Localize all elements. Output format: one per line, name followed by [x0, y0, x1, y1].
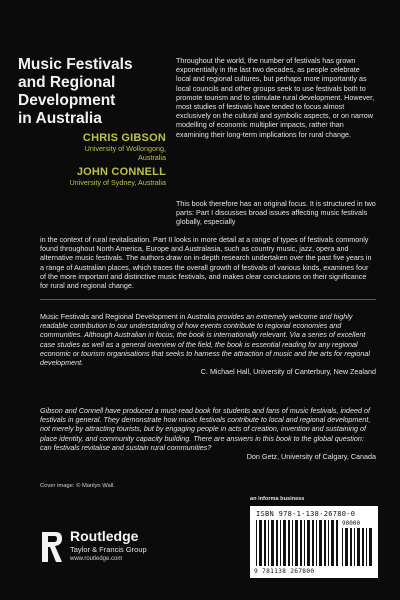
description-paragraph: Throughout the world, the number of festivals has grown exponentially in the last two decades, as people celebrate local and regional cultures, but perhaps more importantly as local councils and other groups seek to use festivals both to promote tourism and to stimulate rural development. However, most studies of festivals have tended to focus almost exclusively on the cultural and symbolic aspects, or on narrow modelling of economic multiplier impacts, rather than examining their long-term implications for rural change.: [176, 56, 375, 139]
review-body: Gibson and Connell have produced a must-read book for students and fans of music festivals, indeed of festivals in general. They demonstrate how music festivals contribute to local and regional development, not merely by attracting tourists, but by engaging people in acts of creation, invention and sustaining of place identity, and community capacity building. There are answers in this book to the global question: can festivals revitalise and sustain rural communities?: [40, 406, 371, 452]
barcode-bar: [369, 528, 372, 566]
publisher-group: Taylor & Francis Group: [70, 545, 147, 554]
barcode-bar: [259, 520, 262, 566]
barcode-bar: [268, 520, 269, 566]
barcode-addon: 90000: [342, 520, 361, 527]
publisher-name: Routledge: [70, 528, 139, 544]
barcode-bar: [295, 520, 298, 566]
review-quote: [40, 312, 376, 376]
author-block: [18, 132, 166, 162]
barcode-bar: [350, 528, 352, 566]
book-title: Music Festivals and Regional Development in Australia: [18, 56, 133, 127]
barcode-bar: [345, 528, 348, 566]
cover-credit: Cover image: © Marilyn Wall.: [40, 483, 115, 489]
author-affiliation: University of Sydney, Australia: [69, 178, 166, 187]
barcode: [250, 506, 378, 578]
barcode-bar: [319, 520, 322, 566]
divider: [40, 299, 376, 300]
author-affiliation: University of Wollongong, Australia: [84, 144, 166, 162]
barcode-bar: [328, 520, 329, 566]
barcode-bar: [324, 520, 326, 566]
review-lead: Music Festivals and Regional Development in Australia: [40, 312, 215, 321]
isbn-text: ISBN 978-1-138-26780-0: [256, 510, 356, 518]
barcode-bar: [336, 520, 338, 566]
barcode-addon-bars-icon: [342, 528, 372, 566]
barcode-bar: [304, 520, 305, 566]
barcode-bar: [276, 520, 278, 566]
barcode-bar: [331, 520, 334, 566]
barcode-digits: 9 781138 267800: [254, 568, 315, 575]
publisher-url: www.routledge.com: [70, 556, 123, 562]
barcode-bar: [283, 520, 286, 566]
barcode-bar: [354, 528, 355, 566]
description-paragraph: This book therefore has an original focus. It is structured in two parts: Part I discusses broad issues affecting music festivals globally, especially: [176, 199, 376, 227]
barcode-bar: [271, 520, 274, 566]
barcode-bar: [300, 520, 302, 566]
barcode-bar: [316, 520, 317, 566]
barcode-bars-icon: [256, 520, 340, 566]
author-name: JOHN CONNELL: [76, 166, 166, 178]
barcode-bar: [264, 520, 266, 566]
barcode-bar: [362, 528, 364, 566]
barcode-bar: [280, 520, 281, 566]
routledge-logo-icon: [40, 530, 64, 564]
barcode-bar: [312, 520, 314, 566]
barcode-bar: [307, 520, 310, 566]
publisher-logo: [40, 528, 180, 568]
barcode-bar: [256, 520, 257, 566]
review-attribution: Don Getz, University of Calgary, Canada: [246, 452, 376, 462]
informa-tagline: an informa business: [250, 496, 305, 502]
description-paragraph: in the context of rural revitalisation. Part II looks in more detail at a range of types of festivals commonly found throughout North America, Europe and Australasia, such as country music, jazz, opera and alternative music festivals. The authors draw on in-depth research undertaken over the past five years in a range of Australian places, which traces the overall growth of festivals of various kinds, examines four of the more important and distinctive music festivals, and makes clear conclusions on their significance for rural and regional change.: [40, 235, 372, 291]
author-block: [18, 166, 166, 187]
barcode-bar: [288, 520, 290, 566]
author-name: CHRIS GIBSON: [82, 132, 166, 144]
review-quote: [40, 406, 376, 461]
barcode-bar: [366, 528, 367, 566]
review-body: provides an extremely welcome and highly readable contribution to our understanding of how events contribute to regional economies and communities. Although Australian in focus, the book is internationally relevant. Via a series of excellent case studies as well as a general overview of the field, the book is essential reading for any regional economic or tourism organisations that seeks to harness the attraction of music and the arts for regional development.: [40, 312, 370, 368]
barcode-bar: [342, 528, 343, 566]
barcode-bar: [292, 520, 293, 566]
review-attribution: C. Michael Hall, University of Canterbury, New Zealand: [200, 367, 376, 377]
barcode-bar: [357, 528, 360, 566]
